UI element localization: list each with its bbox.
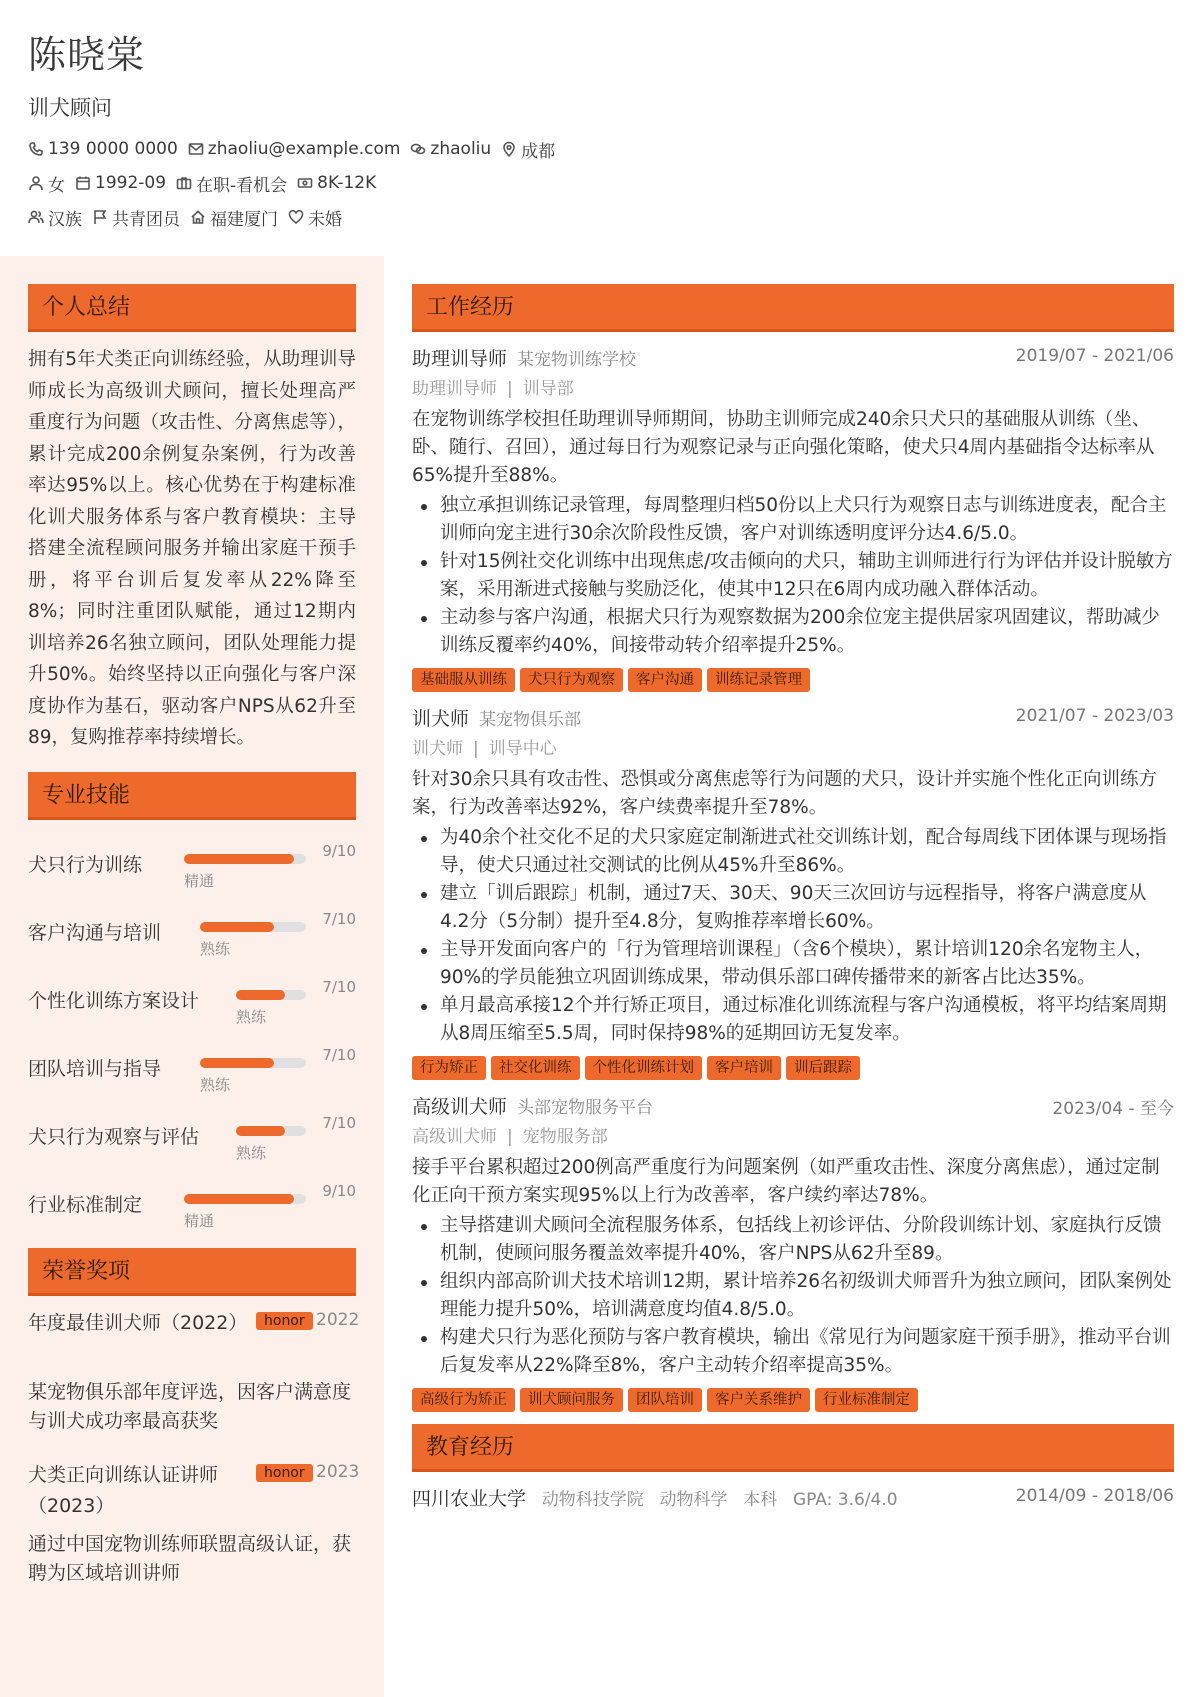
job-tags xyxy=(412,668,1174,692)
skill-name: 行业标准制定 xyxy=(28,1193,143,1216)
job-description: 针对30余只具有攻击性、恐惧或分离焦虑等行为问题的犬只，设计并实施个性化正向训练方案，行为改善率达92%，客户续费率提升至78%。 xyxy=(412,769,1158,818)
calendar-icon xyxy=(75,175,91,191)
wechat-item xyxy=(410,139,491,159)
skill-row xyxy=(28,1178,356,1246)
job-bullet: 针对15例社交化训练中出现焦虑/攻击倾向的犬只，辅助主训师进行行为评估并设计脱敏方案，采用渐进式接触与奖励泛化，使其中12只在6周内成功融入群体活动。 xyxy=(412,548,1174,604)
skill-name: 犬只行为观察与评估 xyxy=(28,1125,200,1148)
hometown-text: 福建厦门 xyxy=(210,209,278,230)
job-entry xyxy=(412,704,1174,1080)
location-pin-icon xyxy=(501,141,517,157)
skill-tag: 客户培训 xyxy=(707,1056,781,1080)
skill-name: 个性化训练方案设计 xyxy=(28,989,200,1012)
work-heading: 工作经历 xyxy=(412,284,1174,332)
politics-item xyxy=(92,205,180,230)
skill-tag: 训后跟踪 xyxy=(786,1056,860,1080)
heart-icon xyxy=(288,209,304,225)
sidebar xyxy=(0,256,384,1697)
salary-text: 8K-12K xyxy=(317,173,377,193)
skill-level: 精通 xyxy=(184,1211,215,1230)
skill-row xyxy=(28,838,356,906)
education-heading: 教育经历 xyxy=(412,1424,1174,1472)
job-date: 2023/04 - 至今 xyxy=(1052,1099,1174,1119)
job-bullets xyxy=(412,1212,1174,1380)
job-date: 2019/07 - 2021/06 xyxy=(1015,346,1174,366)
award-year: 2022 xyxy=(316,1309,360,1330)
birth-text: 1992-09 xyxy=(95,173,167,193)
job-company: 某宠物训练学校 xyxy=(517,350,637,370)
skill-tag: 高级行为矫正 xyxy=(412,1388,515,1412)
awards-heading: 荣誉奖项 xyxy=(28,1248,356,1296)
skill-bar-fill xyxy=(236,1126,285,1136)
job-company: 某宠物俱乐部 xyxy=(479,710,582,730)
marital-text: 未婚 xyxy=(308,209,342,230)
summary-heading: 个人总结 xyxy=(28,284,356,332)
skill-tag: 社交化训练 xyxy=(491,1056,580,1080)
separator: | xyxy=(507,379,513,399)
skill-tag: 团队培训 xyxy=(628,1388,702,1412)
job-tags xyxy=(412,1388,1174,1412)
resume-header xyxy=(28,30,1168,234)
job-role: 训犬师 xyxy=(412,739,463,759)
job-header xyxy=(412,704,1174,734)
email-item xyxy=(188,139,401,159)
edu-major: 动物科学 xyxy=(659,1490,728,1510)
skill-name: 团队培训与指导 xyxy=(28,1057,162,1080)
phone-text: 139 0000 0000 xyxy=(48,139,178,159)
birth-item xyxy=(75,173,166,193)
skills-heading: 专业技能 xyxy=(28,772,356,820)
job-title: 训犬师 xyxy=(412,708,470,730)
city-item xyxy=(501,137,555,162)
edu-gpa: GPA: 3.6/4.0 xyxy=(792,1490,898,1510)
skill-tag: 行为矫正 xyxy=(412,1056,486,1080)
skill-level: 熟练 xyxy=(200,939,231,958)
job-entry xyxy=(412,344,1174,692)
background-row xyxy=(28,200,1168,234)
skill-name: 客户沟通与培训 xyxy=(28,921,162,944)
email-text: zhaoliu@example.com xyxy=(207,139,401,159)
job-bullet: 建立「训后跟踪」机制，通过7天、30天、90天三次回访与远程指导，将客户满意度从4.2分（5分制）提升至4.8分，复购推荐率增长60%。 xyxy=(412,880,1174,936)
skill-tag: 行业标准制定 xyxy=(815,1388,918,1412)
summary-text: 拥有5年犬类正向训练经验，从助理训导师成长为高级训犬顾问，擅长处理高严重度行为问题（攻击性、分离焦虑等），累计完成200余例复杂案例，行为改善率达95%以上。核心优势在于构建标准化训犬服务体系与客户教育模块：主导搭建全流程顾问服务并输出家庭干预手册，将平台训后复发率从22%降至8%；同时注重团队赋能，通过12期内训培养26名独立顾问，团队处理能力提升50%。始终坚持以正向强化与客户深度协作为基石，驱动客户NPS从62升至89，复购推荐率持续增长。 xyxy=(28,349,356,748)
mail-icon xyxy=(188,141,204,157)
job-bullet: 为40余个社交化不足的犬只家庭定制渐进式社交训练计划，配合每周线下团体课与现场指导，使犬只通过社交测试的比例从45%升至86%。 xyxy=(412,824,1174,880)
job-role: 助理训导师 xyxy=(412,379,497,399)
edu-date: 2014/09 - 2018/06 xyxy=(1015,1486,1174,1506)
job-bullet: 构建犬只行为恶化预防与客户教育模块，输出《常见行为问题家庭干预手册》，推动平台训后复发率从22%降至8%，客户主动转介绍率提高35%。 xyxy=(412,1324,1174,1380)
award-badge: honor xyxy=(256,1464,313,1482)
job-subtitle xyxy=(412,1122,1174,1152)
skill-bar-fill xyxy=(184,854,294,864)
edu-degree: 本科 xyxy=(743,1490,778,1510)
award-name: 犬类正向训练认证讲师（2023） xyxy=(28,1463,219,1517)
separator: | xyxy=(507,1127,513,1147)
skill-bar xyxy=(236,1126,306,1136)
separator: | xyxy=(473,739,479,759)
skill-tag: 个性化训练计划 xyxy=(585,1056,703,1080)
ethnicity-item xyxy=(28,205,82,230)
status-item xyxy=(176,171,287,196)
award-head xyxy=(28,1460,360,1524)
skill-score: 7/10 xyxy=(322,977,356,996)
skill-tag: 犬只行为观察 xyxy=(520,668,623,692)
skill-level: 熟练 xyxy=(200,1075,231,1094)
job-bullets xyxy=(412,824,1174,1048)
award-badge: honor xyxy=(256,1312,313,1330)
user-icon xyxy=(28,175,44,191)
skill-row xyxy=(28,906,356,974)
skill-score: 9/10 xyxy=(322,841,356,860)
award-head xyxy=(28,1308,360,1372)
money-icon xyxy=(297,175,313,191)
skill-tag: 基础服从训练 xyxy=(412,668,515,692)
politics-text: 共青团员 xyxy=(112,209,180,230)
skill-score: 7/10 xyxy=(322,1113,356,1132)
job-title: 助理训导师 xyxy=(412,348,508,370)
city-text: 成都 xyxy=(521,141,556,162)
gender-item xyxy=(28,171,65,196)
job-header xyxy=(412,1092,1174,1122)
job-title: 高级训犬师 xyxy=(412,1096,508,1118)
job-subtitle xyxy=(412,374,1174,404)
status-text: 在职-看机会 xyxy=(196,175,288,196)
job-subtitle xyxy=(412,734,1174,764)
skill-row xyxy=(28,974,356,1042)
wechat-icon xyxy=(410,141,426,157)
skill-bar-fill xyxy=(200,1058,274,1068)
wechat-text: zhaoliu xyxy=(430,139,492,159)
skill-tag: 客户沟通 xyxy=(628,668,702,692)
phone-icon xyxy=(28,141,44,157)
contact-row xyxy=(28,132,1168,166)
job-entry xyxy=(412,1092,1174,1412)
skill-level: 精通 xyxy=(184,871,215,890)
job-description: 接手平台累积超过200例高严重度行为问题案例（如严重攻击性、深度分离焦虑），通过定制化正向干预方案实现95%以上行为改善率，客户续约率达78%。 xyxy=(412,1157,1160,1206)
job-bullets xyxy=(412,492,1174,660)
skill-score: 7/10 xyxy=(322,909,356,928)
skill-bar xyxy=(200,1058,306,1068)
skill-bar xyxy=(200,922,306,932)
job-bullet: 主导搭建训犬顾问全流程服务体系，包括线上初诊评估、分阶段训练计划、家庭执行反馈机制，使顾问服务覆盖效率提升40%，客户NPS从62升至89。 xyxy=(412,1212,1174,1268)
skill-tag: 客户关系维护 xyxy=(707,1388,810,1412)
job-department: 训导部 xyxy=(522,379,574,399)
skill-bar-fill xyxy=(236,990,285,1000)
award-description: 某宠物俱乐部年度评选，因客户满意度与训犬成功率最高获奖 xyxy=(28,1380,352,1432)
skill-tag: 训犬顾问服务 xyxy=(520,1388,623,1412)
skill-bar xyxy=(184,1194,306,1204)
job-bullet: 主动参与客户沟通，根据犬只行为观察数据为200余位宠主提供居家巩固建议，帮助减少训练反覆率约40%，间接带动转介绍率提升25%。 xyxy=(412,604,1174,660)
salary-item xyxy=(297,173,376,193)
job-company: 头部宠物服务平台 xyxy=(517,1098,654,1118)
award-description: 通过中国宠物训练师联盟高级认证，获聘为区域培训讲师 xyxy=(28,1532,352,1584)
skill-bar-fill xyxy=(184,1194,294,1204)
job-tags xyxy=(412,1056,1174,1080)
job-description: 在宠物训练学校担任助理训导师期间，协助主训师完成240余只犬只的基础服从训练（坐、卧、随行、召回），通过每日行为观察记录与正向强化策略，使犬只4周内基础指令达标率从65%提升至88%。 xyxy=(412,409,1155,486)
skill-bar xyxy=(184,854,306,864)
ethnicity-text: 汉族 xyxy=(48,209,82,230)
skill-row xyxy=(28,1110,356,1178)
skill-bar-fill xyxy=(200,922,274,932)
award-item xyxy=(28,1460,360,1588)
job-bullet: 独立承担训练记录管理，每周整理归档50份以上犬只行为观察日志与训练进度表，配合主训师向宠主进行30余次阶段性反馈，客户对训练透明度评分达4.6/5.0。 xyxy=(412,492,1174,548)
job-department: 训导中心 xyxy=(488,739,557,759)
home-icon xyxy=(190,209,206,225)
job-date: 2021/07 - 2023/03 xyxy=(1015,706,1174,726)
candidate-name: 陈晓棠 xyxy=(28,33,146,77)
flag-icon xyxy=(92,209,108,225)
jobs-list xyxy=(412,344,1174,1412)
phone-item xyxy=(28,139,178,159)
skill-bar xyxy=(236,990,306,1000)
job-bullet: 单月最高承接12个并行矫正项目，通过标准化训练流程与客户沟通模板，将平均结案周期从8周压缩至5.5周，同时保持98%的延期回访无复发率。 xyxy=(412,992,1174,1048)
job-bullet: 主导开发面向客户的「行为管理培训课程」（含6个模块），累计培训120余名宠物主人，90%的学员能独立巩固训练成果，带动俱乐部口碑传播带来的新客占比达35%。 xyxy=(412,936,1174,992)
awards-list xyxy=(28,1308,360,1588)
skill-level: 熟练 xyxy=(236,1143,267,1162)
users-icon xyxy=(28,209,44,225)
job-department: 宠物服务部 xyxy=(522,1127,608,1147)
skill-name: 犬只行为训练 xyxy=(28,853,143,876)
edu-college: 动物科技学院 xyxy=(541,1490,644,1510)
skill-tag: 训练记录管理 xyxy=(707,668,810,692)
gender-text: 女 xyxy=(48,175,65,196)
education-entry xyxy=(412,1484,1174,1518)
job-header xyxy=(412,344,1174,374)
award-item xyxy=(28,1308,360,1436)
award-name: 年度最佳训犬师（2022） xyxy=(28,1311,248,1334)
skill-level: 熟练 xyxy=(236,1007,267,1026)
job-role: 高级训犬师 xyxy=(412,1127,497,1147)
skills-list xyxy=(28,838,356,1246)
main-content xyxy=(412,256,1174,1518)
skill-score: 9/10 xyxy=(322,1181,356,1200)
briefcase-icon xyxy=(176,175,192,191)
award-year: 2023 xyxy=(316,1461,360,1482)
skill-score: 7/10 xyxy=(322,1045,356,1064)
job-bullet: 组织内部高阶训犬技术培训12期，累计培养26名初级训犬师晋升为独立顾问，团队案例处理能力提升50%，培训满意度均值4.8/5.0。 xyxy=(412,1268,1174,1324)
skill-row xyxy=(28,1042,356,1110)
candidate-title: 训犬顾问 xyxy=(28,96,112,120)
marital-item xyxy=(288,205,342,230)
personal-row xyxy=(28,166,1168,200)
edu-school: 四川农业大学 xyxy=(412,1488,527,1510)
hometown-item xyxy=(190,205,278,230)
